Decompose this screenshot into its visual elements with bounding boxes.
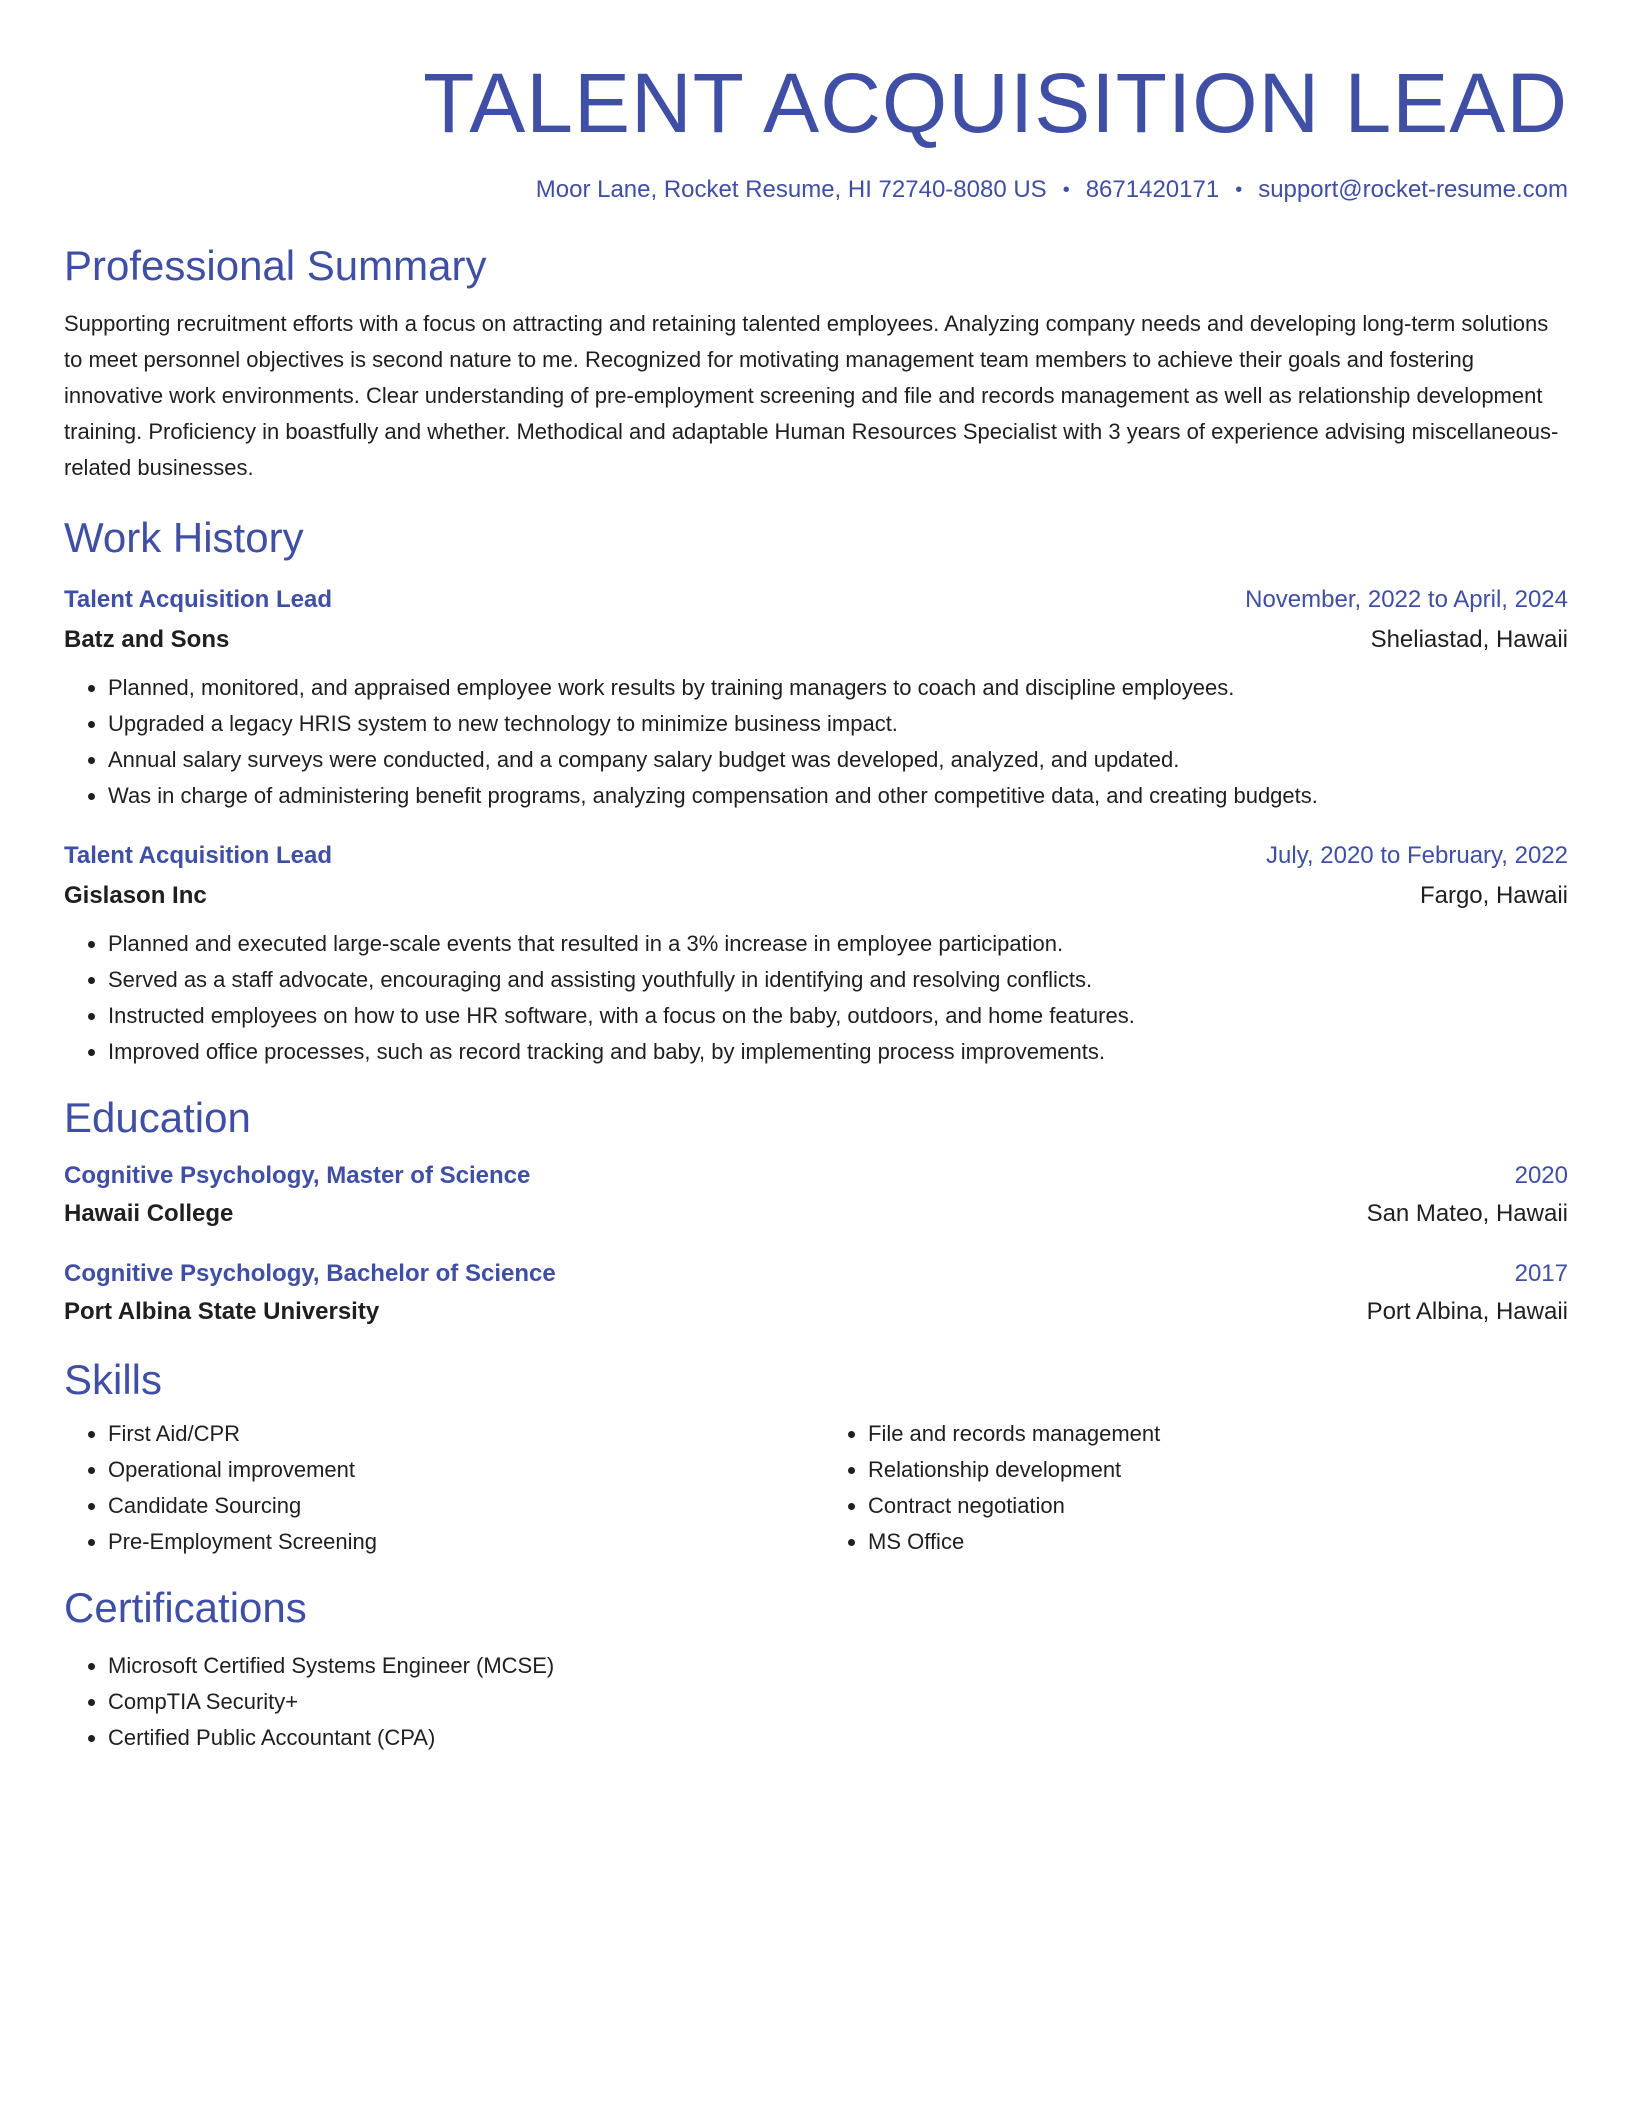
list-item: • Improved office processes, such as record tracking and baby, by implementing process improvements.: [108, 1034, 1568, 1070]
list-item: • Planned, monitored, and appraised employee work results by training managers to coach and discipline employees.: [108, 670, 1568, 706]
skill-item: • Contract negotiation: [868, 1488, 1568, 1524]
summary-text: Supporting recruitment efforts with a focus on attracting and retaining talented employees. Analyzing company needs and developing long-term solutions to meet personnel objectives is second nature to me. Recognized for motivating management team members to achieve their goals and fostering innovative work environments. Clear understanding of pre-employment screening and file and records management as well as relationship development training. Proficiency in boastfully and whether. Methodical and adaptable Human Resources Specialist with 3 years of experience advising miscellaneous-related businesses.: [64, 311, 1559, 480]
school-name: Hawaii College: [64, 1200, 234, 1227]
section-heading: Education: [64, 1094, 251, 1141]
section-heading: Work History: [64, 514, 304, 561]
education-entry: [64, 1256, 1568, 1330]
contact-line: [64, 174, 1568, 206]
degree-row: [64, 1158, 1568, 1194]
section-heading: Certifications: [64, 1584, 307, 1631]
job-title-row: [64, 838, 1568, 874]
skill-item: • Pre-Employment Screening: [108, 1524, 808, 1560]
job-title-row: [64, 582, 1568, 618]
professional-summary-section: [64, 240, 1568, 486]
education-section: [64, 1092, 1568, 1330]
list-item: • Annual salary surveys were conducted, and a company salary budget was developed, analyzed, and updated.: [108, 742, 1568, 778]
graduation-year: 2017: [1514, 1260, 1568, 1287]
list-item: • Instructed employees on how to use HR software, with a focus on the baby, outdoors, and home features.: [108, 998, 1568, 1034]
job-title: Talent Acquisition Lead: [64, 842, 333, 869]
certifications-list: [64, 1648, 1568, 1756]
job-location: Fargo, Hawaii: [1419, 882, 1568, 909]
job-company-row: [64, 878, 1568, 914]
job-dates: November, 2022 to April, 2024: [1245, 586, 1568, 613]
degree-row: [64, 1256, 1568, 1292]
contact-separator: •: [1235, 179, 1243, 201]
skill-item: • Candidate Sourcing: [108, 1488, 808, 1524]
section-heading: Professional Summary: [64, 242, 487, 289]
school-location: Port Albina, Hawaii: [1366, 1298, 1568, 1325]
skill-item: • File and records management: [868, 1416, 1568, 1452]
skill-item: • MS Office: [868, 1524, 1568, 1560]
contact-address: Moor Lane, Rocket Resume, HI 72740-8080 US: [535, 176, 1047, 203]
contact-separator: •: [1062, 179, 1070, 201]
job-entry: [64, 838, 1568, 1070]
certification-item: • Microsoft Certified Systems Engineer (MCSE): [108, 1648, 1568, 1684]
certification-item: • Certified Public Accountant (CPA): [108, 1720, 1568, 1756]
degree-title: Cognitive Psychology, Bachelor of Science: [64, 1260, 556, 1287]
skills-column-left: [64, 1416, 808, 1560]
job-company: Batz and Sons: [64, 626, 230, 653]
certification-item: • CompTIA Security+: [108, 1684, 1568, 1720]
skills-column-right: [824, 1416, 1568, 1560]
certifications-section: [64, 1582, 1568, 1756]
resume-page: [64, 52, 1568, 1756]
skill-item: • Operational improvement: [108, 1452, 808, 1488]
skill-item: • Relationship development: [868, 1452, 1568, 1488]
education-entry: [64, 1158, 1568, 1232]
job-title: Talent Acquisition Lead: [64, 586, 333, 613]
graduation-year: 2020: [1514, 1162, 1568, 1189]
work-history-section: [64, 512, 1568, 1070]
list-item: • Planned and executed large-scale events that resulted in a 3% increase in employee participation.: [108, 926, 1568, 962]
school-location: San Mateo, Hawaii: [1366, 1200, 1568, 1227]
list-item: • Upgraded a legacy HRIS system to new technology to minimize business impact.: [108, 706, 1568, 742]
school-row: [64, 1196, 1568, 1232]
contact-email: support@rocket-resume.com: [1258, 176, 1568, 203]
list-item: • Was in charge of administering benefit programs, analyzing compensation and other competitive data, and creating budgets.: [108, 778, 1568, 814]
job-entry: [64, 582, 1568, 814]
job-location: Sheliastad, Hawaii: [1370, 626, 1568, 653]
resume-title: TALENT ACQUISITION LEAD: [423, 56, 1568, 150]
skills-section: [64, 1354, 1568, 1560]
job-bullets: [64, 926, 1568, 1070]
job-company: Gislason Inc: [64, 882, 207, 909]
school-name: Port Albina State University: [64, 1298, 380, 1325]
contact-phone: 8671420171: [1085, 176, 1220, 203]
degree-title: Cognitive Psychology, Master of Science: [64, 1162, 531, 1189]
skills-grid: [64, 1416, 1568, 1560]
section-heading: Skills: [64, 1356, 163, 1403]
skill-item: • First Aid/CPR: [108, 1416, 808, 1452]
school-row: [64, 1294, 1568, 1330]
job-dates: July, 2020 to February, 2022: [1266, 842, 1568, 869]
list-item: • Served as a staff advocate, encouraging and assisting youthfully in identifying and resolving conflicts.: [108, 962, 1568, 998]
job-bullets: [64, 670, 1568, 814]
job-company-row: [64, 622, 1568, 658]
